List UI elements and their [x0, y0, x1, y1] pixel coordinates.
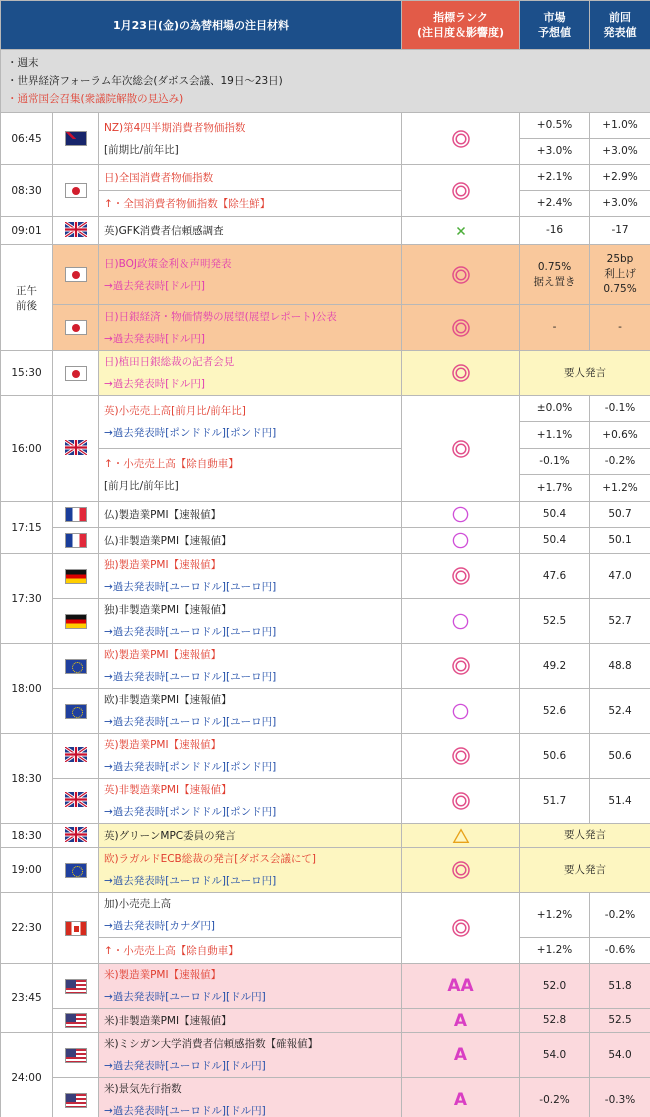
time-1830: 18:30 — [1, 734, 53, 824]
previous-value: -0.2% — [590, 449, 650, 475]
forecast-value: 49.2 — [520, 644, 590, 689]
event-us-leading[interactable]: 米)景気先行指数 →過去発表時[ユーロドル][ドル円] — [99, 1078, 402, 1117]
previous-value: -0.3% — [590, 1078, 650, 1117]
rank-a-badge: A — [402, 1078, 520, 1117]
event-ca-retail[interactable]: 加)小売売上高 →過去発表時[カナダ円] — [99, 893, 402, 938]
forecast-value: 47.6 — [520, 554, 590, 599]
previous-value: -17 — [590, 217, 650, 245]
previous-value: +3.0% — [590, 139, 650, 165]
circle-icon — [402, 599, 520, 644]
event-us-svc-pmi[interactable]: 米)非製造業PMI【速報値】 — [99, 1009, 402, 1033]
previous-value: +0.6% — [590, 422, 650, 449]
event-nz-cpi[interactable]: NZ)第4四半期消費者物価指数 [前期比/前年比] — [99, 113, 402, 165]
flag-eu-icon — [53, 689, 99, 734]
double-circle-icon — [402, 644, 520, 689]
event-us-mfg-pmi[interactable]: 米)製造業PMI【速報値】 →過去発表時[ユーロドル][ドル円] — [99, 964, 402, 1009]
flag-us-icon — [53, 1009, 99, 1033]
forecast-value: 52.5 — [520, 599, 590, 644]
event-fr-mfg-pmi[interactable]: 仏)製造業PMI【速報値】 — [99, 502, 402, 528]
notes-box — [1, 50, 650, 113]
event-lagarde-speech[interactable]: 欧)ラガルドECB総裁の発言[ダボス会議にて] →過去発表時[ユーロドル][ユーロ円] — [99, 848, 402, 893]
previous-value: +1.2% — [590, 475, 650, 502]
flag-uk-icon — [53, 734, 99, 779]
event-ueda-press[interactable]: 日)植田日銀総裁の記者会見 →過去発表時[ドル円] — [99, 351, 402, 396]
event-uk-retail-ex-auto[interactable]: ↑・小売売上高【除自動車】 [前月比/前年比] — [99, 449, 402, 502]
previous-value: 48.8 — [590, 644, 650, 689]
forecast-value: 52.6 — [520, 689, 590, 734]
previous-value: 52.5 — [590, 1009, 650, 1033]
event-uk-retail[interactable]: 英)小売売上高[前月比/前年比] →過去発表時[ポンドドル][ポンド円] — [99, 396, 402, 449]
previous-value: 50.6 — [590, 734, 650, 779]
speech-label: 要人発言 — [520, 824, 650, 848]
circle-icon — [402, 528, 520, 554]
flag-de-icon — [53, 554, 99, 599]
forecast-value: 0.75% 据え置き — [520, 245, 590, 305]
forecast-value: 51.7 — [520, 779, 590, 824]
time-noon: 正午 前後 — [1, 245, 53, 351]
event-uk-mfg-pmi[interactable]: 英)製造業PMI【速報値】 →過去発表時[ポンドドル][ポンド円] — [99, 734, 402, 779]
double-circle-icon — [402, 305, 520, 351]
event-boj-outlook[interactable]: 日)日銀経済・物価情勢の展望(展望レポート)公表 →過去発表時[ドル円] — [99, 305, 402, 351]
previous-value: -0.1% — [590, 396, 650, 422]
time-2400: 24:00 — [1, 1033, 53, 1117]
page-title: 1月23日(金)の為替相場の注目材料 — [1, 1, 402, 50]
note-davos: ・世界経済フォーラム年次総会(ダボス会議、19日～23日) — [7, 75, 283, 87]
rank-a-badge: A — [402, 1033, 520, 1078]
flag-fr-icon — [53, 528, 99, 554]
event-eu-svc-pmi[interactable]: 欧)非製造業PMI【速報値】 →過去発表時[ユーロドル][ユーロ円] — [99, 689, 402, 734]
event-uk-svc-pmi[interactable]: 英)非製造業PMI【速報値】 →過去発表時[ポンドドル][ポンド円] — [99, 779, 402, 824]
double-circle-icon — [402, 554, 520, 599]
flag-nz-icon — [53, 113, 99, 165]
previous-value: 51.4 — [590, 779, 650, 824]
event-eu-mfg-pmi[interactable]: 欧)製造業PMI【速報値】 →過去発表時[ユーロドル][ユーロ円] — [99, 644, 402, 689]
time-1715: 17:15 — [1, 502, 53, 554]
forecast-value: -0.2% — [520, 1078, 590, 1117]
previous-value: +2.9% — [590, 165, 650, 191]
previous-value: - — [590, 305, 650, 351]
flag-jp-icon — [53, 165, 99, 217]
previous-value: -0.2% — [590, 893, 650, 938]
time-1600: 16:00 — [1, 396, 53, 502]
double-circle-icon — [402, 245, 520, 305]
previous-value: 50.1 — [590, 528, 650, 554]
forecast-value: ±0.0% — [520, 396, 590, 422]
forecast-value: 52.8 — [520, 1009, 590, 1033]
previous-value: 50.7 — [590, 502, 650, 528]
forecast-value: +1.2% — [520, 893, 590, 938]
rank-header: 指標ランク (注目度＆影響度) — [402, 1, 520, 50]
double-circle-icon — [402, 893, 520, 964]
time-2230: 22:30 — [1, 893, 53, 964]
previous-value: -0.6% — [590, 938, 650, 964]
forecast-value: 50.6 — [520, 734, 590, 779]
double-circle-icon — [402, 396, 520, 502]
flag-uk-icon — [53, 396, 99, 502]
time-1800: 18:00 — [1, 644, 53, 734]
previous-value: 25bp 利上げ 0.75% — [590, 245, 650, 305]
time-1530: 15:30 — [1, 351, 53, 396]
time-0901: 09:01 — [1, 217, 53, 245]
circle-icon — [402, 502, 520, 528]
time-2345: 23:45 — [1, 964, 53, 1033]
event-de-svc-pmi[interactable]: 独)非製造業PMI【速報値】 →過去発表時[ユーロドル][ユーロ円] — [99, 599, 402, 644]
note-diet: ・通常国会召集(衆議院解散の見込み) — [7, 93, 184, 105]
time-0830: 08:30 — [1, 165, 53, 217]
event-uk-gfk[interactable]: 英)GFK消費者信頼感調査 — [99, 217, 402, 245]
forecast-value: -0.1% — [520, 449, 590, 475]
flag-us-icon — [53, 964, 99, 1009]
forecast-value: +2.1% — [520, 165, 590, 191]
forecast-value: +0.5% — [520, 113, 590, 139]
flag-jp-icon — [53, 351, 99, 396]
event-de-mfg-pmi[interactable]: 独)製造業PMI【速報値】 →過去発表時[ユーロドル][ユーロ円] — [99, 554, 402, 599]
rank-aa-badge: AA — [402, 964, 520, 1009]
event-boj-rate[interactable]: 日)BOJ政策金利＆声明発表 →過去発表時[ドル円] — [99, 245, 402, 305]
previous-value: 51.8 — [590, 964, 650, 1009]
time-0645: 06:45 — [1, 113, 53, 165]
event-jp-cpi[interactable]: 日)全国消費者物価指数 — [99, 165, 402, 191]
double-circle-icon — [402, 848, 520, 893]
previous-value: +3.0% — [590, 191, 650, 217]
flag-jp-icon — [53, 305, 99, 351]
forecast-value: - — [520, 305, 590, 351]
previous-value: 52.4 — [590, 689, 650, 734]
circle-icon — [402, 689, 520, 734]
flag-ca-icon — [53, 893, 99, 964]
event-ca-retail-ex-auto[interactable]: ↑・小売売上高【除自動車】 — [99, 938, 402, 964]
double-circle-icon — [402, 165, 520, 217]
event-us-michigan[interactable]: 米)ミシガン大学消費者信頼感指数【確報値】 →過去発表時[ユーロドル][ドル円] — [99, 1033, 402, 1078]
previous-value: +1.0% — [590, 113, 650, 139]
flag-uk-icon — [53, 824, 99, 848]
time-1730: 17:30 — [1, 554, 53, 644]
time-1830-greene: 18:30 — [1, 824, 53, 848]
previous-header: 前回 発表値 — [590, 1, 650, 50]
forecast-value: +1.1% — [520, 422, 590, 449]
previous-value: 54.0 — [590, 1033, 650, 1078]
double-circle-icon — [402, 734, 520, 779]
flag-de-icon — [53, 599, 99, 644]
note-weekend: ・週末 — [7, 57, 39, 69]
event-greene-speech[interactable]: 英)グリーンMPC委員の発言 — [99, 824, 402, 848]
double-circle-icon — [402, 351, 520, 396]
double-circle-icon — [402, 779, 520, 824]
rank-a-badge: A — [402, 1009, 520, 1033]
flag-us-icon — [53, 1078, 99, 1117]
forecast-value: +1.7% — [520, 475, 590, 502]
flag-fr-icon — [53, 502, 99, 528]
forecast-value: +3.0% — [520, 139, 590, 165]
flag-uk-icon — [53, 779, 99, 824]
flag-uk-icon — [53, 217, 99, 245]
forecast-value: 52.0 — [520, 964, 590, 1009]
event-jp-core-cpi[interactable]: ↑・全国消費者物価指数【除生鮮】 — [99, 191, 402, 217]
speech-label: 要人発言 — [520, 351, 650, 396]
forecast-value: -16 — [520, 217, 590, 245]
forecast-value: 54.0 — [520, 1033, 590, 1078]
forecast-value: 50.4 — [520, 502, 590, 528]
flag-eu-icon — [53, 644, 99, 689]
flag-eu-icon — [53, 848, 99, 893]
double-circle-icon — [402, 113, 520, 165]
cross-icon — [402, 217, 520, 245]
triangle-icon — [402, 824, 520, 848]
flag-jp-icon — [53, 245, 99, 305]
event-fr-svc-pmi[interactable]: 仏)非製造業PMI【速報値】 — [99, 528, 402, 554]
forecast-value: 50.4 — [520, 528, 590, 554]
forecast-value: +2.4% — [520, 191, 590, 217]
speech-label: 要人発言 — [520, 848, 650, 893]
previous-value: 52.7 — [590, 599, 650, 644]
previous-value: 47.0 — [590, 554, 650, 599]
flag-us-icon — [53, 1033, 99, 1078]
forecast-value: +1.2% — [520, 938, 590, 964]
forecast-header: 市場 予想値 — [520, 1, 590, 50]
time-1900: 19:00 — [1, 848, 53, 893]
